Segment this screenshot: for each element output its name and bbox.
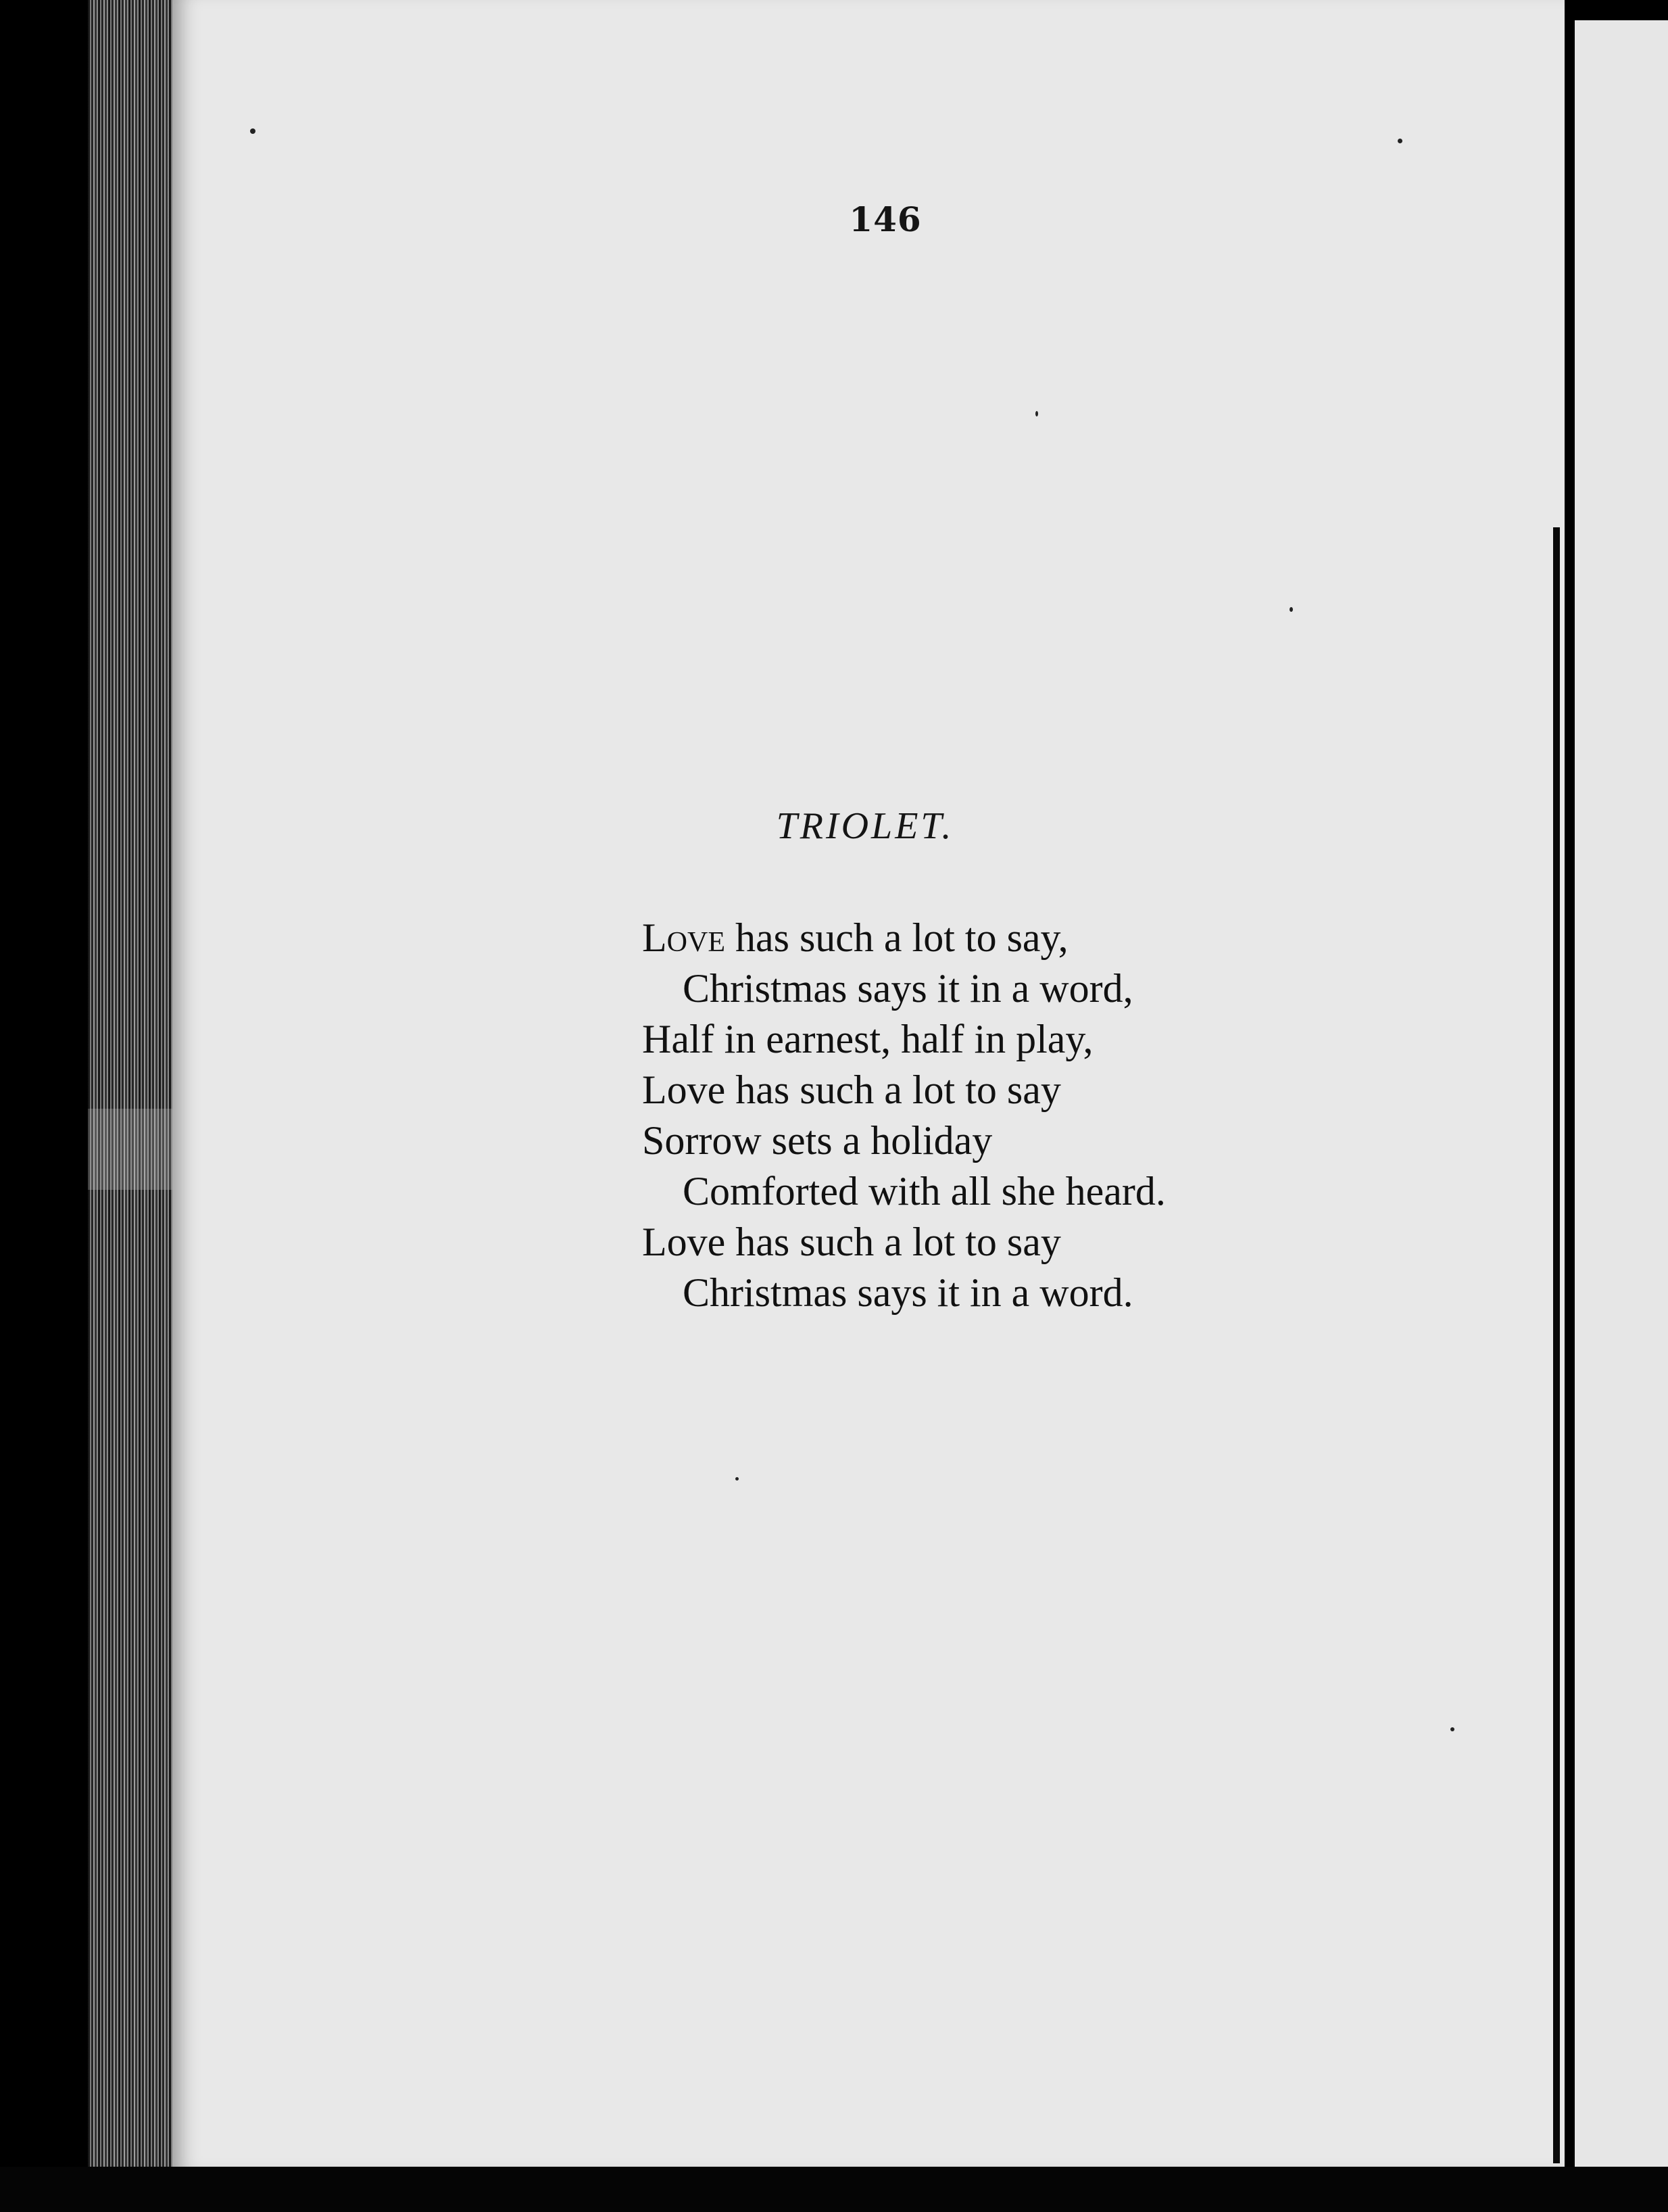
dust-speck <box>735 1477 739 1481</box>
poem-line-1 <box>642 913 1318 963</box>
dust-speck <box>1290 607 1293 612</box>
dust-speck <box>1398 139 1402 143</box>
poem-line-6: Comforted with all she heard. <box>683 1169 1166 1213</box>
poem-line-2: Christmas says it in a word, <box>683 966 1133 1011</box>
line-text: has such a lot to say, <box>725 915 1069 960</box>
page-number: 146 <box>849 199 922 239</box>
poem-line-5: Sorrow sets a holiday <box>642 1118 993 1163</box>
poem-title: TRIOLET. <box>776 805 954 847</box>
poem-line-7: Love has such a lot to say <box>642 1220 1061 1264</box>
bottom-border <box>0 2167 1668 2212</box>
dust-speck <box>1035 411 1038 416</box>
dust-speck <box>1450 1727 1454 1731</box>
poem-line-3: Half in earnest, half in play, <box>642 1017 1094 1061</box>
poem-body <box>642 913 1318 1318</box>
first-word: Love <box>642 915 725 960</box>
gutter-shadow <box>1553 527 1560 2163</box>
facing-page-edge <box>1575 20 1668 2204</box>
poem-line-8: Christmas says it in a word. <box>683 1270 1133 1315</box>
dust-speck <box>250 128 255 134</box>
poem-line-4: Love has such a lot to say <box>642 1067 1061 1112</box>
